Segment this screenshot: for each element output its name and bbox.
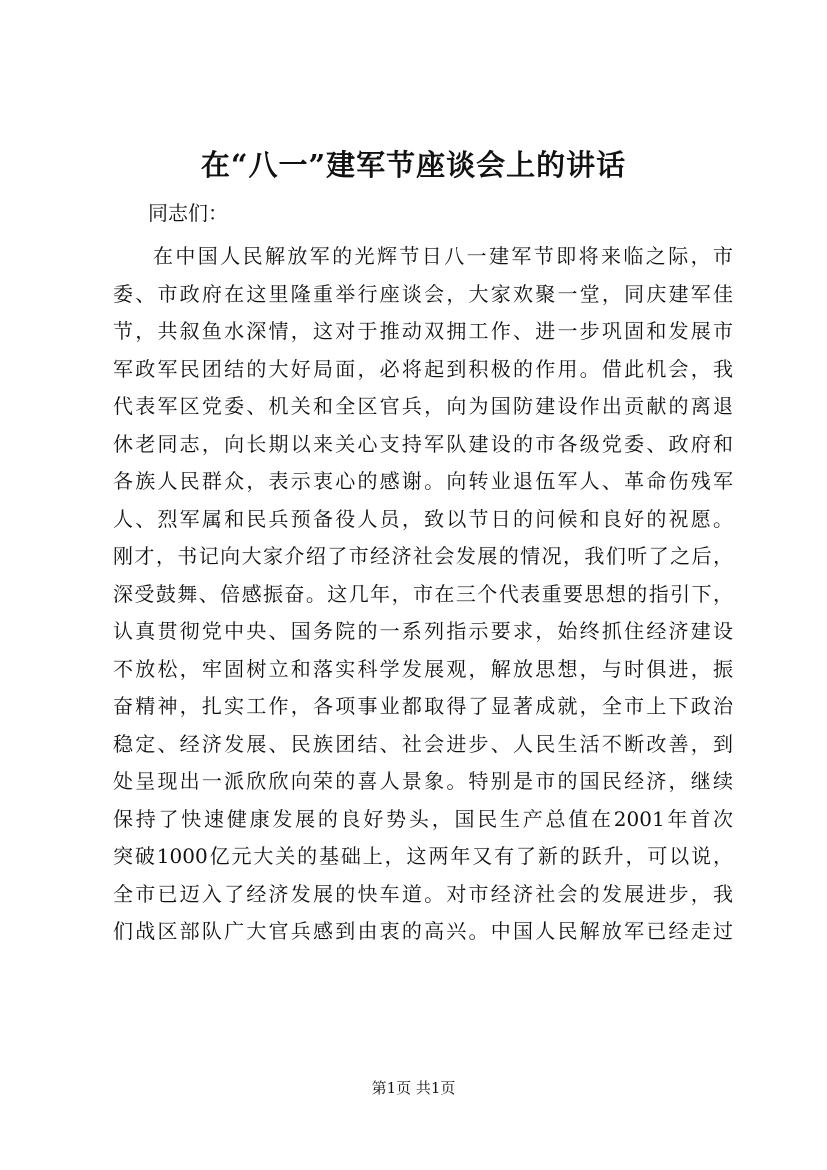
body-line: 在中国人民解放军的光辉节日八一建军节即将来临之际，市 [153, 244, 733, 268]
body-line: 稳定、经济发展、民族团结、社会进步、人民生活不断改善，到 [113, 731, 733, 756]
body-line: 刚才，书记向大家介绍了市经济社会发展的情况，我们听了之后， [113, 544, 733, 568]
body-line: 节，共叙鱼水深情，这对于推动双拥工作、进一步巩固和发展市 [113, 319, 733, 343]
body-line: 认真贯彻党中央、国务院的一系列指示要求，始终抓住经济建设 [113, 619, 733, 643]
body-line: 代表军区党委、机关和全区官兵，向为国防建设作出贡献的离退 [113, 394, 733, 418]
body-line: 全市已迈入了经济发展的快车道。对市经济社会的发展进步，我 [113, 881, 733, 906]
body-line: 不放松，牢固树立和落实科学发展观，解放思想，与时俱进，振 [113, 656, 733, 681]
body-line: 军政军民团结的大好局面，必将起到积极的作用。借此机会，我 [113, 356, 733, 381]
document-body [113, 238, 733, 951]
document-title: 在“八一”建军节座谈会上的讲话 [200, 148, 627, 182]
body-line: 们战区部队广大官兵感到由衷的高兴。中国人民解放军已经走过 [113, 919, 733, 943]
body-line: 奋精神，扎实工作，各项事业都取得了显著成就，全市上下政治 [113, 694, 733, 718]
salutation: 同志们： [148, 201, 228, 225]
body-line: 委、市政府在这里隆重举行座谈会，大家欢聚一堂，同庆建军佳 [113, 281, 733, 306]
body-line: 突破1000亿元大关的基础上，这两年又有了新的跃升，可以说， [113, 844, 733, 868]
body-line: 休老同志，向长期以来关心支持军队建设的市各级党委、政府和 [113, 431, 733, 456]
page-footer: 第1页 共1页 [371, 1079, 456, 1097]
body-line: 处呈现出一派欣欣向荣的喜人景象。特别是市的国民经济，继续 [113, 769, 733, 793]
body-line: 各族人民群众，表示衷心的感谢。向转业退伍军人、革命伤残军 [113, 469, 733, 493]
body-line: 深受鼓舞、倍感振奋。这几年，市在三个代表重要思想的指引下， [113, 581, 733, 606]
body-line: 保持了快速健康发展的良好势头，国民生产总值在2001年首次 [113, 806, 733, 831]
body-line: 人、烈军属和民兵预备役人员，致以节日的问候和良好的祝愿。 [113, 506, 733, 531]
